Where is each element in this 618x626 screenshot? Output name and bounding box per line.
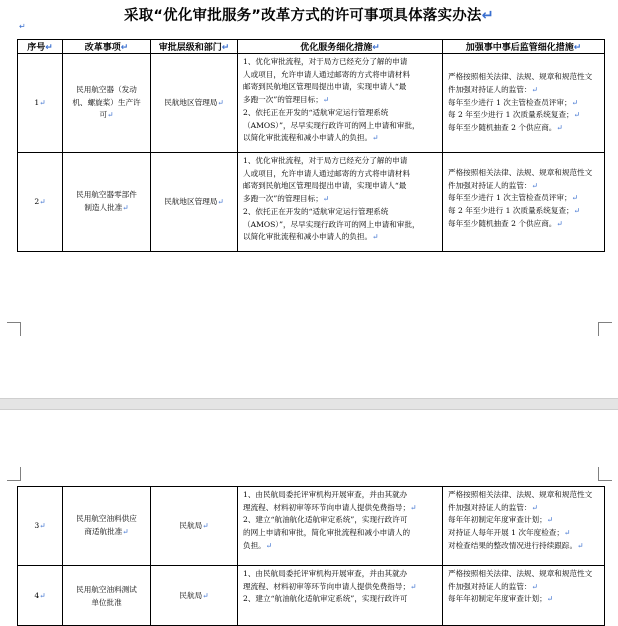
row-no: 1↵ [18,54,63,153]
row-item: 民用航空油料测试 单位批准 [63,566,151,626]
header-no: 序号↵ [18,40,63,54]
license-table [17,39,605,252]
table-header-row [18,40,605,54]
row-item: 民用航空器零部件 制造人批准↵ [63,153,151,252]
license-table-continued [17,486,605,626]
row-dept: 民航局↵ [151,487,238,566]
row-no: 2↵ [18,153,63,252]
document-page-2 [0,410,618,607]
row-no: 3↵ [18,487,63,566]
row-dept: 民航地区管理局↵ [151,54,238,153]
page-gap [0,398,618,410]
row-no: 4↵ [18,566,63,626]
row-supervision: 严格按照相关法律、法规、规章和规范性文 件加强对持证人的监管：↵ 每年至少进行 1 次主管检查员评审；↵ 每 2 年至少进行 1 次质量系统复查；↵ 每年至少随机抽查 2 个供应商。↵ [443,54,605,153]
header-supervision: 加强事中事后监管细化措施↵ [443,40,605,54]
paragraph-mark: ↵ [19,22,26,31]
crop-mark [7,322,21,336]
crop-mark [7,467,21,481]
row-supervision: 严格按照相关法律、法规、规章和规范性文 件加强对持证人的监管：↵ 每年至少进行 1 次主管检查员评审；↵ 每 2 年至少进行 1 次质量系统复查；↵ 每年至少随机抽查 2 个供应商。↵ [443,153,605,252]
row-item: 民用航空油料供应 商适航批准↵ [63,487,151,566]
table-row [18,487,605,566]
header-reform-item: 改革事项↵ [63,40,151,54]
row-supervision: 严格按照相关法律、法规、规章和规范性文 件加强对持证人的监管：↵ 每年年初制定年度审查计划；↵ [443,566,605,626]
row-item: 民用航空器（发动 机、螺旋桨）生产许 可↵ [63,54,151,153]
table-row [18,153,605,252]
crop-mark [598,467,612,481]
document-title: 采取“优化审批服务”改革方式的许可事项具体落实办法↵ [124,8,494,24]
row-measures: 1、由民航局委托评审机构开展审查，并由其就办 理流程、材料初审等环节向申请人提供免费指导；↵ 2、建立“航油航化适航审定系统”，实现行政许可 [238,566,443,626]
row-dept: 民航局↵ [151,566,238,626]
table-row [18,54,605,153]
table-row [18,566,605,626]
row-dept: 民航地区管理局↵ [151,153,238,252]
row-measures: 1、优化审批流程，对于局方已经充分了解的申请 人或项目，允许申请人通过邮寄的方式将申请材料 邮寄到民航地区管理局提出申请，实现申请人“最 多跑一次”的管理目标；↵ 2、依托正在开发的“适航审定运行管理系统 （AMOS）”，尽早实现行政许可的网上申请和审批， 以简化审批流程和减小申请人的负担。↵ [238,54,443,153]
row-supervision: 严格按照相关法律、法规、规章和规范性文 件加强对持证人的监管：↵ 每年年初制定年度审查计划；↵ 对持证人每年开展 1 次年度检查；↵ 对检查结果的整改情况进行持续跟踪。↵ [443,487,605,566]
row-measures: 1、优化审批流程，对于局方已经充分了解的申请 人或项目，允许申请人通过邮寄的方式将申请材料 邮寄到民航地区管理局提出申请，实现申请人“最 多跑一次”的管理目标；↵ 2、依托正在开发的“适航审定运行管理系统 （AMOS）”，尽早实现行政许可的网上申请和审批， 以简化审批流程和减小申请人的负担。↵ [238,153,443,252]
crop-mark [598,322,612,336]
header-measures: 优化服务细化措施↵ [238,40,443,54]
row-measures: 1、由民航局委托评审机构开展审查，并由其就办 理流程、材料初审等环节向申请人提供免费指导；↵ 2、建立“航油航化适航审定系统”，实现行政许可 的网上申请和审批，简化审批流程和减小申请人的 负担。↵ [238,487,443,566]
header-dept: 审批层级和部门↵ [151,40,238,54]
